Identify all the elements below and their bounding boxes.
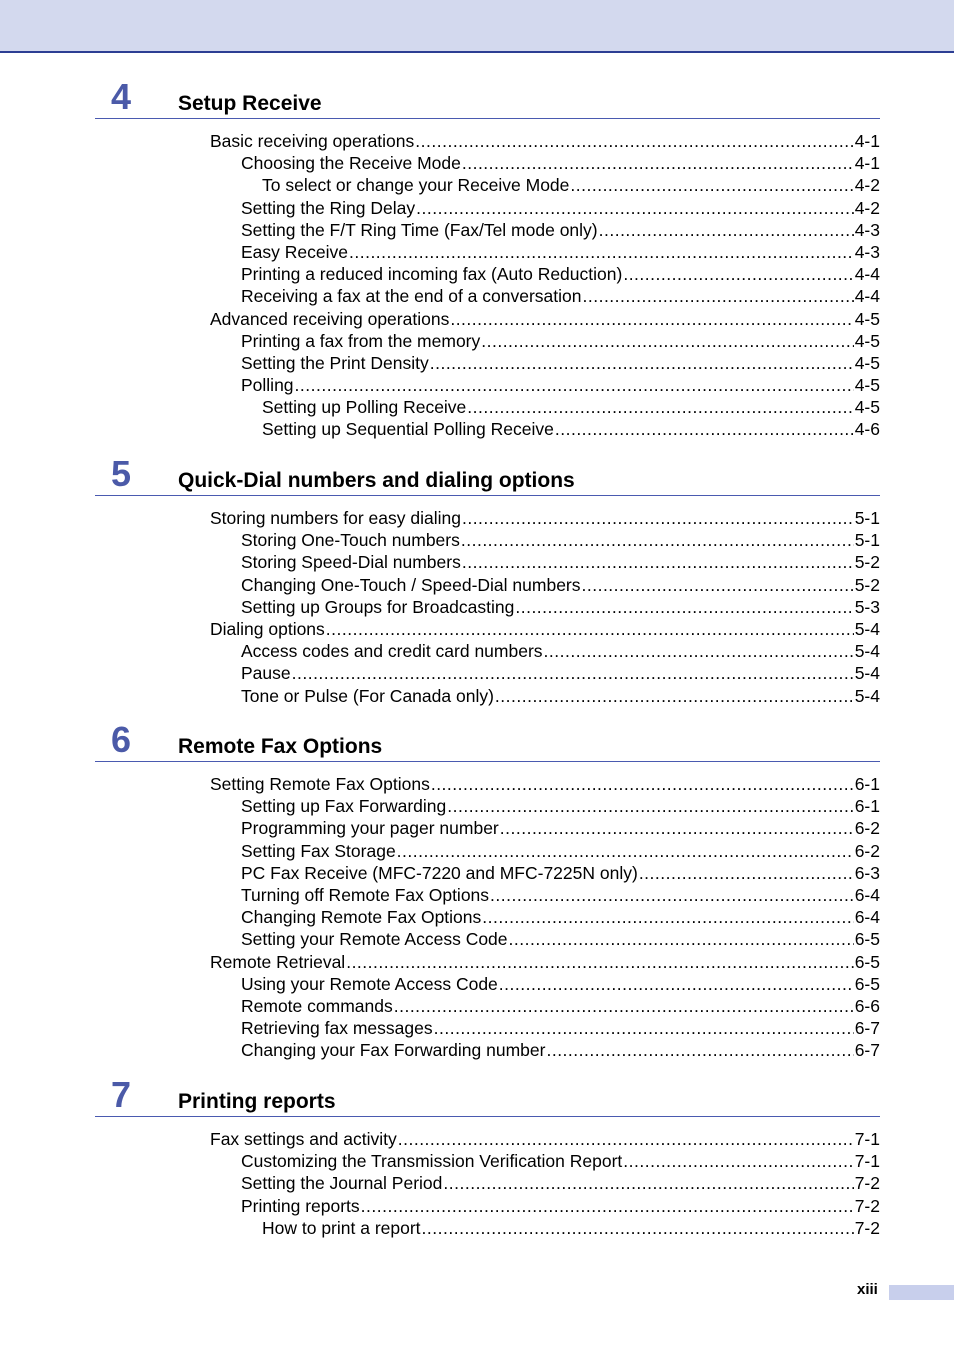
toc-entry-page: 5-1	[854, 530, 880, 551]
toc-section	[95, 78, 880, 441]
toc-section	[95, 721, 880, 1061]
toc-entry-title: Storing Speed-Dial numbers	[241, 552, 461, 573]
dot-leader	[500, 817, 854, 839]
dot-leader	[555, 418, 854, 440]
toc-entry-page: 7-2	[854, 1195, 880, 1216]
toc-entry-title: Setting your Remote Access Code	[241, 929, 508, 950]
page-number: xiii	[857, 1281, 878, 1298]
toc-entry[interactable]	[95, 219, 880, 241]
toc-entry[interactable]	[95, 285, 880, 307]
toc-entry-title: Setting up Sequential Polling Receive	[262, 419, 554, 440]
toc-entry-title: Changing Remote Fax Options	[241, 907, 482, 928]
dot-leader	[570, 174, 853, 196]
toc-entry-title: Easy Receive	[241, 241, 348, 262]
toc-entry-page: 5-3	[854, 596, 880, 617]
toc-entry-list	[95, 507, 880, 707]
toc-entry-title: Pause	[241, 663, 291, 684]
toc-entry[interactable]	[95, 1039, 880, 1061]
toc-entry[interactable]	[95, 906, 880, 928]
dot-leader	[499, 973, 854, 995]
dot-leader	[482, 906, 853, 928]
toc-entry-title: Printing a fax from the memory	[241, 330, 481, 351]
dot-leader	[431, 773, 854, 795]
dot-leader	[583, 285, 854, 307]
toc-entry[interactable]	[95, 973, 880, 995]
dot-leader	[397, 840, 854, 862]
dot-leader	[346, 951, 854, 973]
toc-entry-title: Remote Retrieval	[210, 951, 346, 972]
toc-entry-page: 4-3	[854, 219, 880, 240]
dot-leader	[326, 618, 854, 640]
dot-leader	[361, 1195, 854, 1217]
toc-entry-title: Storing One-Touch numbers	[241, 530, 460, 551]
toc-entry[interactable]	[95, 551, 880, 573]
toc-entry-page: 6-4	[854, 907, 880, 928]
toc-entry[interactable]	[95, 374, 880, 396]
toc-entry-title: Basic receiving operations	[210, 131, 415, 151]
toc-entry-title: Access codes and credit card numbers	[241, 641, 543, 662]
toc-entry[interactable]	[95, 507, 880, 529]
toc-entry[interactable]	[95, 840, 880, 862]
toc-section	[95, 455, 880, 707]
toc-entry[interactable]	[95, 574, 880, 596]
toc-entry-page: 6-1	[854, 774, 880, 794]
toc-entry-page: 4-5	[854, 397, 880, 418]
toc-entry-title: Turning off Remote Fax Options	[241, 884, 490, 905]
toc-entry-list	[95, 773, 880, 1061]
chapter-title: Remote Fax Options	[178, 735, 383, 758]
toc-entry[interactable]	[95, 951, 880, 973]
toc-entry-page: 5-4	[854, 641, 880, 662]
toc-entry[interactable]	[95, 152, 880, 174]
toc-entry-title: Setting the Journal Period	[241, 1173, 443, 1194]
toc-entry[interactable]	[95, 1217, 880, 1239]
dot-leader	[295, 374, 854, 396]
toc-entry-title: Setting Fax Storage	[241, 840, 396, 861]
toc-entry-page: 6-5	[854, 973, 880, 994]
toc-entry-title: Printing a reduced incoming fax (Auto Reduction)	[241, 264, 623, 285]
dot-leader	[490, 884, 854, 906]
toc-entry-page: 6-2	[854, 818, 880, 839]
toc-entry-list	[95, 130, 880, 441]
toc-entry-page: 5-1	[854, 508, 880, 528]
toc-entry-title: Fax settings and activity	[210, 1129, 397, 1149]
toc-entry-page: 4-3	[854, 241, 880, 262]
toc-entry[interactable]	[95, 396, 880, 418]
toc-entry[interactable]	[95, 685, 880, 707]
dot-leader	[495, 685, 854, 707]
dot-leader	[623, 263, 853, 285]
toc-entry-page: 7-1	[854, 1151, 880, 1172]
toc-entry-title: Setting up Polling Receive	[262, 397, 467, 418]
toc-entry[interactable]	[95, 1195, 880, 1217]
dot-leader	[416, 197, 854, 219]
toc-entry[interactable]	[95, 596, 880, 618]
toc-entry-page: 6-5	[854, 951, 880, 972]
dot-leader	[599, 219, 854, 241]
toc-entry-page: 5-2	[854, 574, 880, 595]
toc-entry-page: 4-6	[854, 419, 880, 440]
toc-entry[interactable]	[95, 995, 880, 1017]
toc-entry-title: Using your Remote Access Code	[241, 973, 498, 994]
toc-entry-title: Customizing the Transmission Verification Report	[241, 1151, 623, 1172]
toc-entry[interactable]	[95, 308, 880, 330]
dot-leader	[462, 507, 854, 529]
toc-entry-title: Setting the F/T Ring Time (Fax/Tel mode only)	[241, 219, 598, 240]
toc-entry-list	[95, 1128, 880, 1239]
toc-entry-title: Polling	[241, 375, 294, 396]
toc-entry-title: Setting up Fax Forwarding	[241, 796, 447, 817]
dot-leader	[509, 928, 854, 950]
dot-leader	[544, 640, 854, 662]
page-tab-marker	[889, 1285, 954, 1300]
chapter-title: Printing reports	[178, 1090, 336, 1113]
toc-entry-title: Storing numbers for easy dialing	[210, 508, 461, 528]
toc-entry[interactable]	[95, 241, 880, 263]
toc-entry[interactable]	[95, 263, 880, 285]
toc-entry-page: 7-2	[854, 1173, 880, 1194]
toc-entry[interactable]	[95, 1017, 880, 1039]
toc-entry[interactable]	[95, 352, 880, 374]
toc-entry-page: 5-2	[854, 552, 880, 573]
toc-entry[interactable]	[95, 1150, 880, 1172]
toc-entry-page: 4-5	[854, 352, 880, 373]
dot-leader	[515, 596, 853, 618]
chapter-title: Quick-Dial numbers and dialing options	[178, 469, 575, 492]
toc-entry[interactable]	[95, 817, 880, 839]
toc-entry-title: Advanced receiving operations	[210, 308, 450, 329]
dot-leader	[430, 352, 854, 374]
dot-leader	[415, 130, 853, 152]
toc-entry-title: Retrieving fax messages	[241, 1018, 433, 1039]
toc-entry-page: 6-5	[854, 929, 880, 950]
toc-entry-page: 6-7	[854, 1040, 880, 1061]
toc-entry[interactable]	[95, 618, 880, 640]
chapter-number: 4	[111, 76, 132, 117]
toc-entry[interactable]	[95, 130, 880, 152]
toc-entry-page: 4-5	[854, 330, 880, 351]
dot-leader	[467, 396, 853, 418]
toc-entry[interactable]	[95, 884, 880, 906]
section-header	[95, 1076, 880, 1117]
section-header	[95, 721, 880, 762]
toc-entry[interactable]	[95, 1172, 880, 1194]
toc-entry-page: 6-3	[854, 862, 880, 883]
toc-entry-page: 4-1	[854, 131, 880, 151]
dot-leader	[450, 308, 853, 330]
dot-leader	[582, 574, 854, 596]
toc-entry-title: Setting Remote Fax Options	[210, 774, 430, 794]
toc-entry-title: Tone or Pulse (For Canada only)	[241, 685, 494, 706]
toc-entry-page: 4-4	[854, 264, 880, 285]
toc-entry-title: Changing One-Touch / Speed-Dial numbers	[241, 574, 581, 595]
toc-entry[interactable]	[95, 197, 880, 219]
toc-entry-title: Setting up Groups for Broadcasting	[241, 596, 515, 617]
toc-entry-page: 6-2	[854, 840, 880, 861]
toc-entry-title: Remote commands	[241, 995, 393, 1016]
toc-entry[interactable]	[95, 418, 880, 440]
toc-entry-title: How to print a report	[262, 1217, 421, 1238]
dot-leader	[639, 862, 854, 884]
toc-entry[interactable]	[95, 773, 880, 795]
toc-entry[interactable]	[95, 662, 880, 684]
toc-entry[interactable]	[95, 795, 880, 817]
toc-entry-page: 5-4	[854, 663, 880, 684]
chapter-number: 7	[111, 1074, 132, 1115]
dot-leader	[394, 995, 854, 1017]
dot-leader	[434, 1017, 854, 1039]
toc-entry-title: Programming your pager number	[241, 818, 499, 839]
toc-entry-title: PC Fax Receive (MFC-7220 and MFC-7225N only)	[241, 862, 638, 883]
dot-leader	[292, 662, 854, 684]
section-header	[95, 455, 880, 496]
dot-leader	[481, 330, 853, 352]
section-header	[95, 78, 880, 119]
toc-entry-title: Choosing the Receive Mode	[241, 153, 461, 174]
chapter-title: Setup Receive	[178, 92, 322, 115]
toc-entry[interactable]	[95, 928, 880, 950]
chapter-number: 6	[111, 719, 132, 760]
toc-entry-page: 6-7	[854, 1018, 880, 1039]
chapter-number: 5	[111, 453, 132, 494]
toc-entry[interactable]	[95, 862, 880, 884]
toc-entry[interactable]	[95, 1128, 880, 1150]
toc-entry[interactable]	[95, 330, 880, 352]
toc-entry-page: 4-5	[854, 308, 880, 329]
dot-leader	[461, 529, 854, 551]
toc-entry-page: 5-4	[854, 618, 880, 639]
dot-leader	[623, 1150, 853, 1172]
toc-entry-page: 6-6	[854, 995, 880, 1016]
toc-entry-title: To select or change your Receive Mode	[262, 175, 570, 196]
toc-entry-page: 7-2	[854, 1217, 880, 1238]
toc-entry-page: 7-1	[854, 1129, 880, 1149]
toc-entry-title: Changing your Fax Forwarding number	[241, 1040, 546, 1061]
toc-entry-title: Printing reports	[241, 1195, 360, 1216]
dot-leader	[349, 241, 854, 263]
toc-entry-page: 4-2	[854, 197, 880, 218]
toc-entry-page: 6-1	[854, 796, 880, 817]
dot-leader	[443, 1172, 853, 1194]
dot-leader	[462, 152, 854, 174]
dot-leader	[546, 1039, 853, 1061]
dot-leader	[398, 1128, 854, 1150]
toc-entry[interactable]	[95, 640, 880, 662]
toc-entry-page: 4-5	[854, 375, 880, 396]
header-band	[0, 0, 954, 53]
dot-leader	[422, 1217, 854, 1239]
toc-entry-page: 5-4	[854, 685, 880, 706]
toc-entry-title: Setting the Print Density	[241, 352, 429, 373]
toc-entry[interactable]	[95, 174, 880, 196]
toc-entry-page: 4-1	[854, 153, 880, 174]
toc-entry[interactable]	[95, 529, 880, 551]
toc-section	[95, 1076, 880, 1239]
toc-entry-page: 4-2	[854, 175, 880, 196]
dot-leader	[462, 551, 854, 573]
toc-entry-title: Receiving a fax at the end of a conversation	[241, 286, 582, 307]
toc-entry-title: Dialing options	[210, 618, 325, 639]
dot-leader	[447, 795, 853, 817]
toc-entry-title: Setting the Ring Delay	[241, 197, 416, 218]
toc-entry-page: 4-4	[854, 286, 880, 307]
toc-entry-page: 6-4	[854, 884, 880, 905]
